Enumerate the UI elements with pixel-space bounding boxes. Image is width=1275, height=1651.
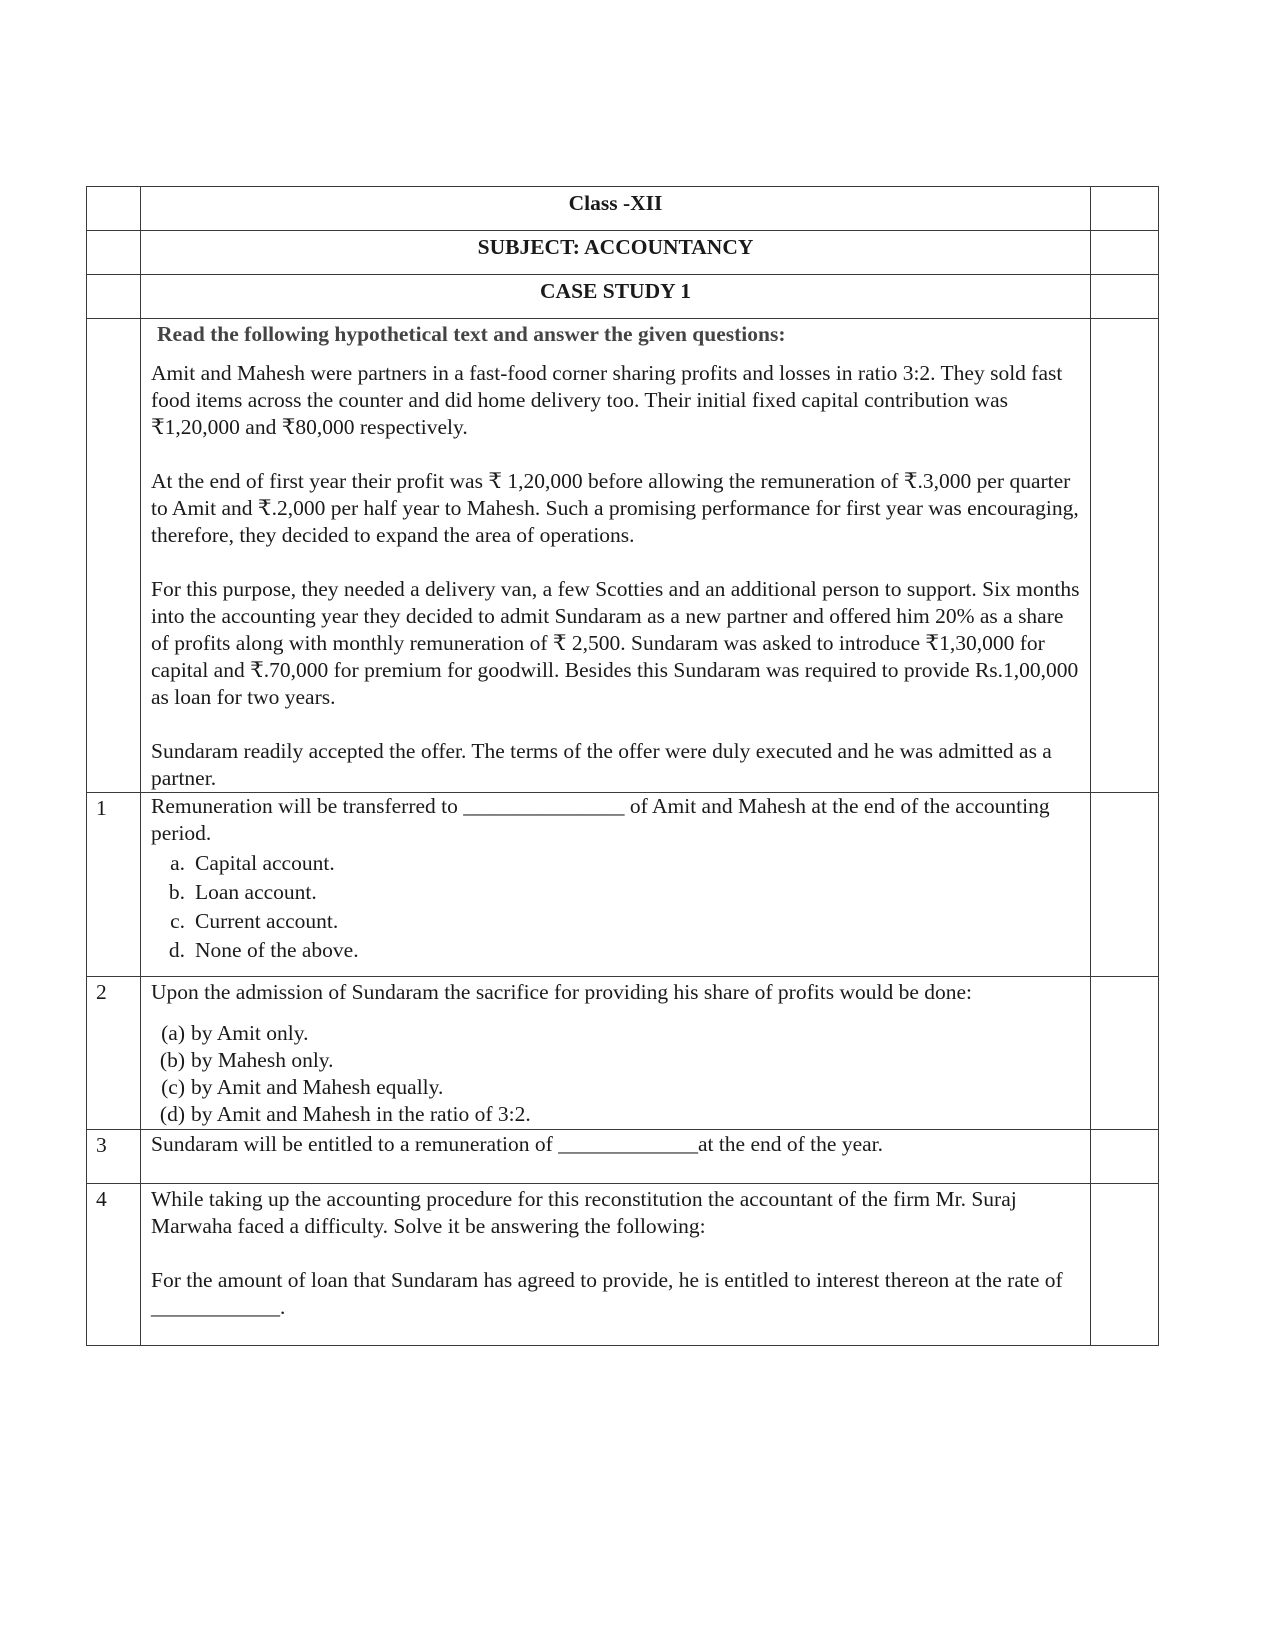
option-text: Loan account. bbox=[195, 880, 317, 904]
option-text: by Mahesh only. bbox=[191, 1048, 334, 1072]
empty-cell bbox=[1091, 275, 1159, 319]
option-text: by Amit only. bbox=[191, 1021, 309, 1045]
option-marker: c. bbox=[170, 909, 185, 933]
question-subtext: For the amount of loan that Sundaram has agreed to provide, he is entitled to interest thereon at the rate of ____________. bbox=[151, 1268, 1063, 1319]
passage-paragraph: For this purpose, they needed a delivery van, a few Scotties and an additional person to support. Six months into the accounting year they decided to admit Sundaram as a new partner and offered him 20% as a share of profits along with monthly remuneration of ₹ 2,500. Sundaram was asked to introduce ₹1,30,000 for capital and ₹.70,000 for premium for goodwill. Besides this Sundaram was required to provide Rs.1,00,000 as loan for two years. bbox=[151, 577, 1080, 709]
option-item bbox=[151, 1020, 1080, 1047]
option-item bbox=[151, 1074, 1080, 1101]
option-item bbox=[151, 849, 1080, 878]
option-item bbox=[151, 1101, 1080, 1128]
option-text: Current account. bbox=[195, 909, 339, 933]
empty-cell bbox=[1091, 1130, 1159, 1184]
case-study-table bbox=[86, 186, 1159, 1346]
option-marker: (a) bbox=[161, 1021, 185, 1045]
question-cell bbox=[141, 1130, 1091, 1184]
question-row bbox=[87, 977, 1159, 1130]
option-list bbox=[151, 1020, 1080, 1128]
empty-cell bbox=[1091, 977, 1159, 1130]
option-text: by Amit and Mahesh in the ratio of 3:2. bbox=[191, 1102, 531, 1126]
question-row bbox=[87, 793, 1159, 977]
question-number: 3 bbox=[87, 1130, 141, 1184]
question-row bbox=[87, 1184, 1159, 1346]
passage-paragraph: Sundaram readily accepted the offer. The terms of the offer were duly executed and he was admitted as a partner. bbox=[151, 739, 1052, 790]
option-marker: a. bbox=[170, 851, 185, 875]
option-item bbox=[151, 936, 1080, 965]
passage-row bbox=[87, 319, 1159, 793]
subject-heading: SUBJECT: ACCOUNTANCY bbox=[141, 231, 1091, 275]
class-row bbox=[87, 187, 1159, 231]
question-number: 1 bbox=[87, 793, 141, 977]
question-row bbox=[87, 1130, 1159, 1184]
empty-cell bbox=[1091, 1184, 1159, 1346]
passage-cell bbox=[141, 319, 1091, 793]
option-marker: d. bbox=[168, 938, 185, 962]
option-marker: b. bbox=[168, 880, 185, 904]
empty-cell bbox=[1091, 231, 1159, 275]
question-number: 4 bbox=[87, 1184, 141, 1346]
empty-cell bbox=[87, 319, 141, 793]
question-cell bbox=[141, 1184, 1091, 1346]
empty-cell bbox=[87, 275, 141, 319]
option-marker: (d) bbox=[159, 1102, 185, 1126]
passage-paragraph: At the end of first year their profit was ₹ 1,20,000 before allowing the remuneration of ₹.3,000 per quarter to Amit and ₹.2,000 per half year to Mahesh. Such a promising performance for first year was encouraging, therefore, they decided to expand the area of operations. bbox=[151, 469, 1079, 547]
question-text: While taking up the accounting procedure for this reconstitution the accountant of the firm Mr. Suraj Marwaha faced a difficulty. Solve it be answering the following: bbox=[151, 1187, 1017, 1238]
empty-cell bbox=[87, 187, 141, 231]
empty-cell bbox=[1091, 793, 1159, 977]
passage-paragraph: Amit and Mahesh were partners in a fast-food corner sharing profits and losses in ratio 3:2. They sold fast food items across the counter and did home delivery too. Their initial fixed capital contribution was ₹1,20,000 and ₹80,000 respectively. bbox=[151, 361, 1063, 439]
option-item bbox=[151, 878, 1080, 907]
case-study-row bbox=[87, 275, 1159, 319]
option-item bbox=[151, 1047, 1080, 1074]
question-number: 2 bbox=[87, 977, 141, 1130]
question-text: Remuneration will be transferred to _______________ of Amit and Mahesh at the end of the accounting period. bbox=[151, 794, 1050, 845]
question-cell bbox=[141, 977, 1091, 1130]
option-text: Capital account. bbox=[195, 851, 335, 875]
question-text: Sundaram will be entitled to a remuneration of _____________at the end of the year. bbox=[151, 1132, 883, 1156]
option-text: None of the above. bbox=[195, 938, 359, 962]
option-marker: (c) bbox=[161, 1075, 185, 1099]
option-text: by Amit and Mahesh equally. bbox=[191, 1075, 444, 1099]
option-list bbox=[151, 849, 1080, 965]
empty-cell bbox=[1091, 187, 1159, 231]
empty-cell bbox=[87, 231, 141, 275]
subject-row bbox=[87, 231, 1159, 275]
question-text: Upon the admission of Sundaram the sacrifice for providing his share of profits would be done: bbox=[151, 980, 972, 1004]
option-marker: (b) bbox=[159, 1048, 185, 1072]
instruction-text: Read the following hypothetical text and answer the given questions: bbox=[157, 322, 786, 346]
option-item bbox=[151, 907, 1080, 936]
class-heading: Class -XII bbox=[141, 187, 1091, 231]
case-study-heading: CASE STUDY 1 bbox=[141, 275, 1091, 319]
empty-cell bbox=[1091, 319, 1159, 793]
question-cell bbox=[141, 793, 1091, 977]
